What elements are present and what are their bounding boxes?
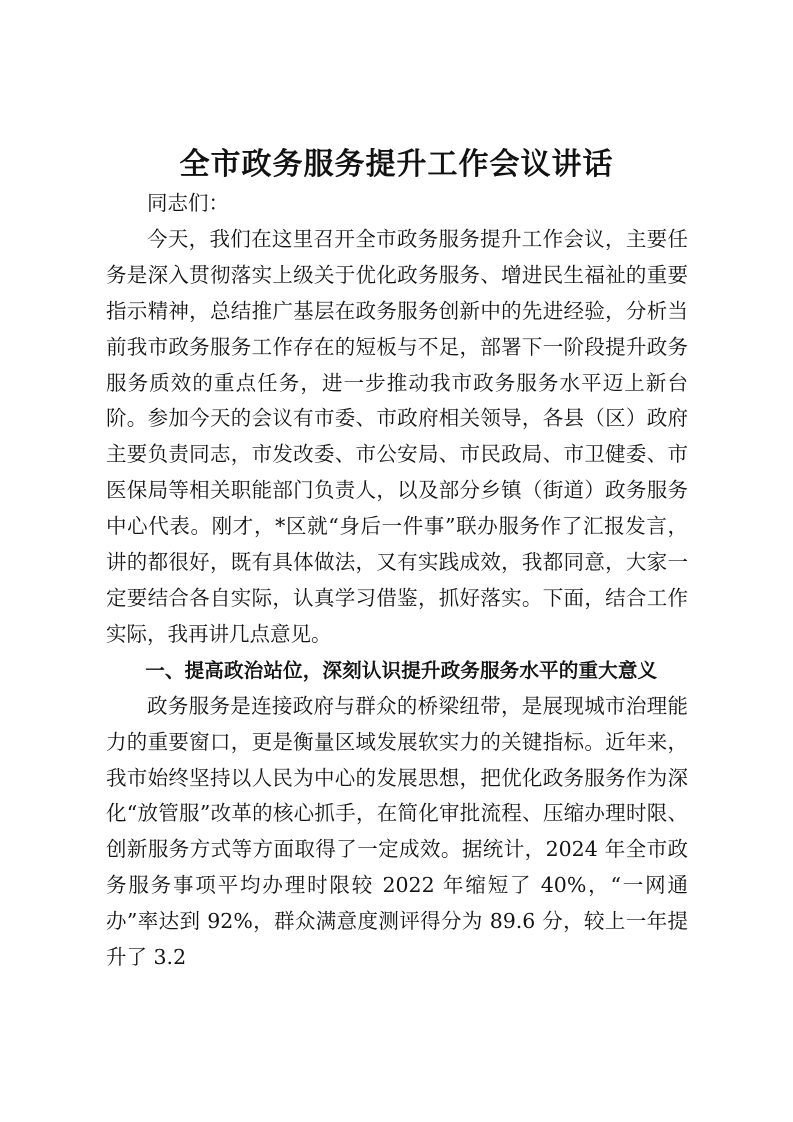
section-heading-1: 一、提高政治站位，深刻认识提升政务服务水平的重大意义 [145, 658, 658, 682]
intro-paragraph: 今天，我们在这里召开全市政务服务提升工作会议，主要任务是深入贯彻落实上级关于优化政务服务、增进民生福祉的重要指示精神，总结推广基层在政务服务创新中的先进经验，分析当前我市政务服务工作存在的短板与不足，部署下一阶段提升政务服务质效的重点任务，进一步推动我市政务服务水平迈上新台阶。参加今天的会议有市委、市政府相关领导，各县（区）政府主要负责同志，市发改委、市公安局、市民政局、市卫健委、市医保局等相关职能部门负责人，以及部分乡镇（街道）政务服务中心代表。刚才，*区就“身后一件事”联办服务作了汇报发言，讲的都很好，既有具体做法，又有实践成效，我都同意，大家一定要结合各自实际，认真学习借鉴，抓好落实。下面，结合工作实际，我再讲几点意见。 [106, 226, 688, 646]
salutation: 同志们： [147, 191, 229, 215]
document-title: 全市政务服务提升工作会议讲话 [179, 147, 614, 182]
document-body [106, 186, 688, 976]
section-1-paragraph: 政务服务是连接政府与群众的桥梁纽带，是展现城市治理能力的重要窗口，更是衡量区域发展软实力的关键指标。近年来，我市始终坚持以人民为中心的发展思想，把优化政务服务作为深化“放管服”改革的核心抓手，在简化审批流程、压缩办理时限、创新服务方式等方面取得了一定成效。据统计，2024 年全市政务服务事项平均办理时限较 2022 年缩短了 40%，“一网通办”率达到 92%，群众满意度测评得分为 89.6 分，较上一年提升了 3.2 [106, 693, 688, 970]
